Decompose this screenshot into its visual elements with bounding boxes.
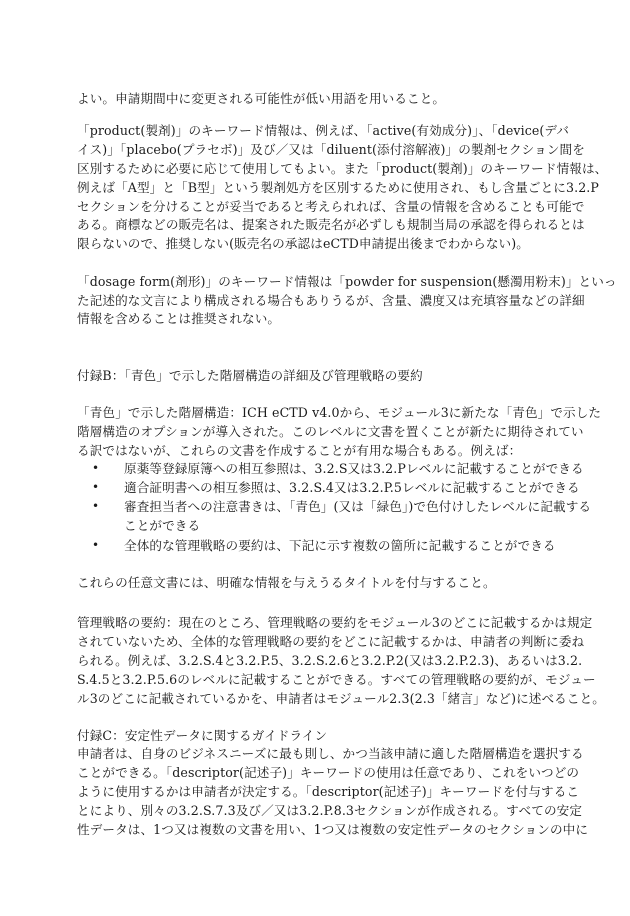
appendix-c-heading: 付録C：安定性データに関するガイドライン bbox=[77, 728, 328, 743]
text-line: 階層構造のオプションが導入された。このレベルに文書を置くことが新たに期待されてい bbox=[77, 424, 584, 439]
list-item: 原薬等登録原簿への相互参照は、3.2.S又は3.2.Pレベルに記載することができる bbox=[124, 461, 584, 476]
list-item: 審査担当者への注意書きは、「青色」(又は「緑色」)で色付けしたレベルに記載する bbox=[124, 499, 592, 514]
text-line: 性データは、1つ又は複数の文書を用い、1つ又は複数の安定性データのセクションの中に bbox=[77, 822, 589, 837]
list-item: 全体的な管理戦略の要約は、下記に示す複数の箇所に記載することができる bbox=[124, 538, 556, 553]
text-line: 「青色」で示した階層構造：ICH eCTD v4.0から、モジュール3に新たな「青色」で示した bbox=[77, 405, 602, 420]
bullet-icon: • bbox=[92, 480, 100, 494]
text-line: 管理戦略の要約：現在のところ、管理戦略の要約をモジュール3のどこに記載するかは規定 bbox=[77, 615, 593, 630]
text-line: 申請者は、自身のビジネスニーズに最も則し、かつ当該申請に適した階層構造を選択する bbox=[77, 746, 584, 761]
text-line: イス)」「placebo(プラセボ)」及び／又は「diluent(添付溶解液)」の製剤セクション間を bbox=[77, 142, 585, 157]
text-line: 例えば「A型」と「B型」という製剤処方を区別するために使用され、もし含量ごとに3.2.P bbox=[77, 180, 599, 195]
text-line: る訳ではないが、これらの文書を作成することが有用な場合もある。例えば： bbox=[77, 443, 522, 458]
text-line: とにより、別々の3.2.S.7.3及び／又は3.2.P.8.3セクションが作成される。すべての安定 bbox=[77, 803, 583, 818]
list-item: 適合証明書への相互参照は、3.2.S.4又は3.2.P.5レベルに記載することができる bbox=[124, 480, 580, 495]
text-line: されていないため、全体的な管理戦略の要約をどこに記載するかは、申請者の判断に委ね bbox=[77, 634, 585, 649]
text-line: 「product(製剤)」のキーワード情報は、例えば、「active(有効成分)」、「device(デバ bbox=[77, 123, 570, 138]
text-line: 情報を含めることは推奨されない。 bbox=[77, 311, 281, 326]
text-line: これらの任意文書には、明確な情報を与えうるタイトルを付与すること。 bbox=[77, 575, 496, 590]
text-line: S.4.5と3.2.P.5.6のレベルに記載することができる。すべての管理戦略の要約が、モジュー bbox=[77, 672, 596, 687]
text-line: ル3のどこに記載されているかを、申請者はモジュール2.3(2.3「緒言」など)に述べること。 bbox=[77, 691, 605, 706]
text-line: 「dosage form(剤形)」のキーワード情報は「powder for suspension(懸濁用粉末)」といっ bbox=[77, 274, 617, 289]
text-line: ように使用するかは申請者が決定する。「descriptor(記述子)」キーワードを付与するこ bbox=[77, 784, 580, 799]
text-line: ある。商標などの販売名は、提案された販売名が必ずしも規制当局の承認を得られるとは bbox=[77, 217, 585, 232]
text-line: ことができる。「descriptor(記述子)」キーワードの使用は任意であり、これをいつどの bbox=[77, 765, 580, 780]
text-line: 限らないので、推奨しない(販売名の承認はeCTD申請提出後までわからない)。 bbox=[77, 236, 529, 251]
bullet-icon: • bbox=[92, 538, 100, 552]
text-line: 区別するために必要に応じて使用してもよい。また「product(製剤)」のキーワード情報は、 bbox=[77, 161, 608, 176]
text-line: セクションを分けることが妥当であると考えられれば、含量の情報を含めることも可能で bbox=[77, 199, 585, 214]
bullet-icon: • bbox=[92, 499, 100, 513]
text-line: た記述的な文言により構成される場合もありうるが、含量、濃度又は充填容量などの詳細 bbox=[77, 293, 585, 308]
list-item-continuation: ことができる bbox=[124, 518, 201, 533]
text-line: よい。申請期間中に変更される可能性が低い用語を用いること。 bbox=[77, 91, 446, 106]
bullet-icon: • bbox=[92, 461, 100, 475]
appendix-b-heading: 付録B：「青色」で示した階層構造の詳細及び管理戦略の要約 bbox=[77, 368, 423, 383]
text-line: られる。例えば、3.2.S.4と3.2.P.5、3.2.S.2.6と3.2.P.2(又は3.2.P.2.3)、あるいは3.2. bbox=[77, 653, 583, 668]
